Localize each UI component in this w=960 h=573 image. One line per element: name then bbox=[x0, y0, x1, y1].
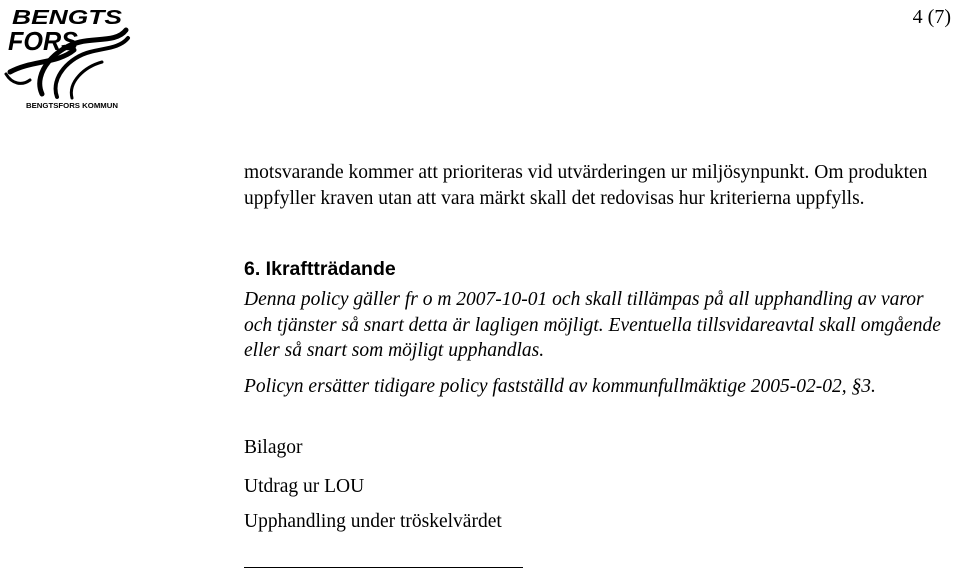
page-number: 4 (7) bbox=[912, 6, 951, 28]
attachment-item: Utdrag ur LOU bbox=[244, 476, 365, 497]
paragraph-effective-date: Denna policy gäller fr o m 2007-10-01 och skall tillämpas på all upphandling av varor och tjänster så snart detta är lagligen möjligt. Eventuella tillsvidareavtal skall omgående eller så snart som möjligt upphandlas. bbox=[244, 289, 941, 361]
attachment-item: Upphandling under tröskelvärdet bbox=[244, 511, 502, 532]
attachments-label: Bilagor bbox=[244, 437, 303, 458]
logo-caption: BENGTSFORS KOMMUN bbox=[26, 101, 118, 110]
bengtsfors-kommun-logo bbox=[2, 2, 132, 110]
signature-line bbox=[244, 567, 523, 568]
paragraph-replaces-policy: Policyn ersätter tidigare policy fastställd av kommunfullmäktige 2005-02-02, §3. bbox=[244, 376, 876, 397]
section-heading: 6. Ikraftträdande bbox=[244, 258, 396, 280]
logo-word-bengts: BENGTS bbox=[12, 7, 123, 29]
logo-word-fors: FORS bbox=[8, 26, 79, 56]
paragraph-evaluation: motsvarande kommer att prioriteras vid utvärderingen ur miljösynpunkt. Om produkten uppfyller kraven utan att vara märkt skall det redovisas hur kriterierna uppfylls. bbox=[244, 162, 928, 209]
